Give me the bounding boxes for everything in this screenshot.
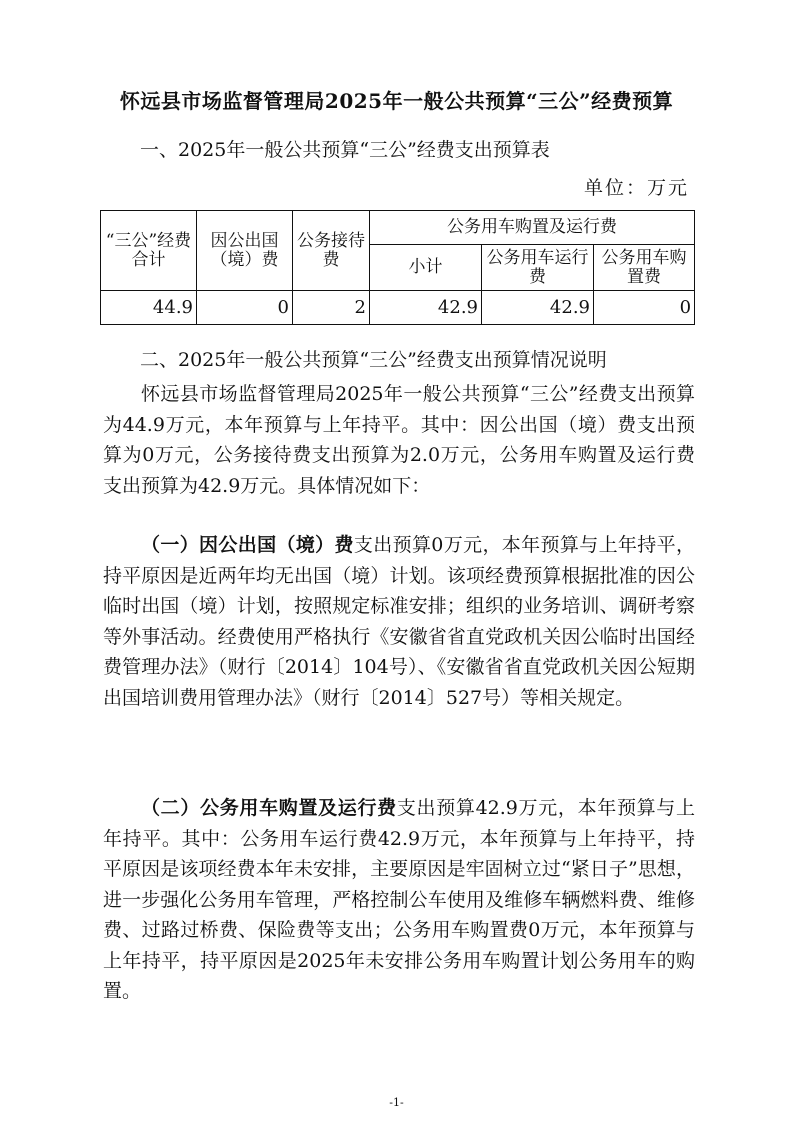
header-reception: 公务接待费 [293,211,370,291]
document-title: 怀远县市场监督管理局2025年一般公共预算“三公”经费预算 [119,89,674,113]
header-total: “三公”经费合计 [101,211,197,291]
value-abroad: 0 [197,291,293,325]
header-abroad: 因公出国（境）费 [197,211,293,291]
abroad-paragraph-body: 支出预算0万元，本年预算与上年持平，持平原因是近两年均无出国（境）计划。该项经费预算根据批准的因公临时出国（境）计划，按照规定标准安排；组织的业务培训、调研考察等外事活动。经费使用严格执行《安徽省省直党政机关因公临时出国经费管理办法》（财行〔2014〕104号）、《安徽省省直党政机关因公短期出国培训费用管理办法》（财行〔2014〕527号）等相关规定。 [103,534,695,709]
summary-paragraph: 怀远县市场监督管理局2025年一般公共预算“三公”经费支出预算为44.9万元，本年预算与上年持平。其中：因公出国（境）费支出预算为0万元，公务接待费支出预算为2.0万元，公务用车购置及运行费支出预算为42.9万元。具体情况如下： [103,383,695,497]
section2-heading: 二、2025年一般公共预算“三公”经费支出预算情况说明 [140,349,607,371]
value-subtotal: 42.9 [370,291,482,325]
value-vehicle-buy: 0 [594,291,695,325]
section1-heading: 一、2025年一般公共预算“三公”经费支出预算表 [140,139,550,161]
vehicle-paragraph-body: 支出预算42.9万元，本年预算与上年持平。其中：公务用车运行费42.9万元，本年预算与上年持平，持平原因是该项经费本年未安排，主要原因是牢固树立过“紧日子”思想，进一步强化公务用车管理，严格控制公车使用及维修车辆燃料费、维修费、过路过桥费、保险费等支出；公务用车购置费0万元，本年预算与上年持平，持平原因是2025年未安排公务用车购置计划公务用车的购置。 [103,797,695,1002]
header-vehicle-group: 公务用车购置及运行费 [370,211,695,245]
budget-table [100,210,695,325]
value-total: 44.9 [101,291,197,325]
header-subtotal: 小计 [370,245,482,291]
header-vehicle-buy: 公务用车购置费 [594,245,695,291]
table-row [101,291,695,325]
abroad-paragraph [103,530,695,713]
vehicle-paragraph-lead: （二）公务用车购置及运行费 [141,797,397,819]
page-number: -1- [389,1096,404,1109]
value-vehicle-run: 42.9 [482,291,594,325]
header-vehicle-run: 公务用车运行费 [482,245,594,291]
abroad-paragraph-lead: （一）因公出国（境）费 [141,534,354,556]
unit-label: 单位：万元 [583,177,689,199]
vehicle-paragraph [103,793,695,1007]
value-reception: 2 [293,291,370,325]
